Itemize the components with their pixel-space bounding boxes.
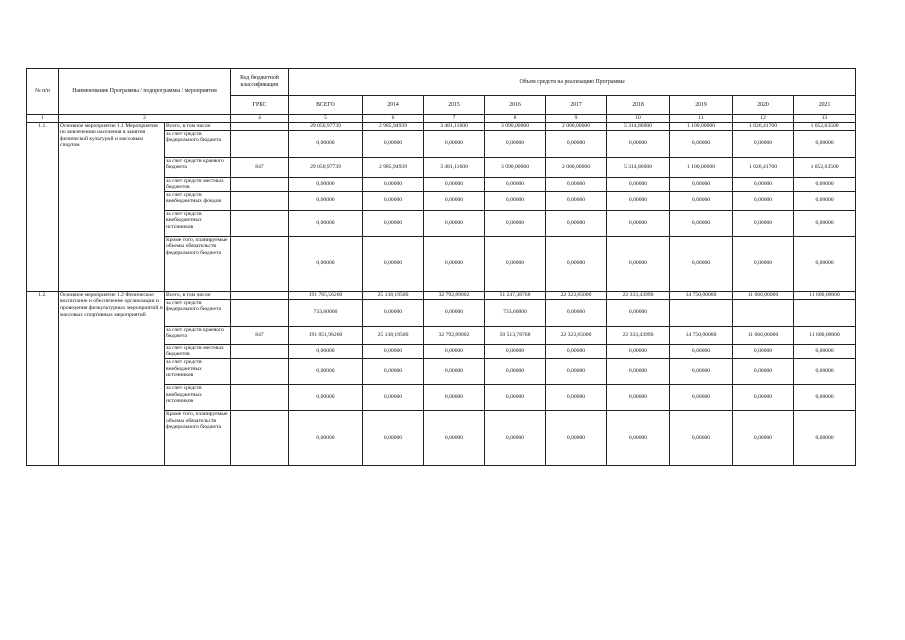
header-year-2020: 2020 — [733, 96, 794, 115]
amount-cell: 0,00000 — [733, 410, 794, 465]
header-row-1 — [27, 69, 856, 96]
amount-cell: 25 138,19500 — [363, 291, 424, 299]
amount-cell: 1 026,41700 — [733, 157, 794, 177]
amount-cell: 0,00000 — [670, 130, 733, 157]
header-num: № п/п — [27, 69, 59, 115]
amount-cell: 0,00000 — [363, 384, 424, 410]
amount-cell: 2 985,94939 — [363, 157, 424, 177]
amount-cell: 50 513,78768 — [485, 326, 546, 344]
amount-cell: 0,00000 — [794, 236, 856, 291]
col-number: 5 — [289, 115, 363, 123]
amount-cell: 0,00000 — [794, 177, 856, 191]
funding-source-label: за счет средств внебюджетных источников — [165, 358, 231, 384]
column-number-row — [27, 115, 856, 123]
amount-cell: 1 100,00000 — [670, 122, 733, 130]
amount-cell: 0,00000 — [794, 344, 856, 358]
amount-cell: 0,00000 — [485, 191, 546, 210]
funding-source-label: Всего, в том числе: — [165, 122, 231, 130]
grbs-code — [231, 210, 289, 236]
amount-cell: 0,00000 — [289, 358, 363, 384]
amount-cell: 0,00000 — [607, 210, 670, 236]
amount-cell: 5 314,86000 — [607, 122, 670, 130]
grbs-code — [231, 130, 289, 157]
amount-cell: 0,00000 — [670, 358, 733, 384]
amount-cell: 0,00000 — [289, 191, 363, 210]
header-code: Код бюджетной классификации — [231, 69, 289, 96]
amount-cell: 0,00000 — [363, 191, 424, 210]
header-year-2018: 2018 — [607, 96, 670, 115]
amount-cell: 22 323,65000 — [546, 326, 607, 344]
amount-cell: 11 600,00000 — [794, 326, 856, 344]
header-year-2015: 2015 — [424, 96, 485, 115]
col-number: 7 — [424, 115, 485, 123]
grbs-code — [231, 344, 289, 358]
amount-cell: 0,00000 — [363, 358, 424, 384]
funding-source-label: за счет средств федерального бюджета — [165, 130, 231, 157]
amount-cell: 733,60000 — [485, 299, 546, 326]
funding-source-label: Кроме того, планируемые объемы обязательств федерального бюджета — [165, 410, 231, 465]
amount-cell: 0,00000 — [607, 236, 670, 291]
amount-cell: 0,00000 — [289, 130, 363, 157]
amount-cell: 25 138,19500 — [363, 326, 424, 344]
amount-cell: 5 314,86000 — [607, 157, 670, 177]
amount-cell: 0,00000 — [733, 384, 794, 410]
amount-cell: 0,00000 — [794, 384, 856, 410]
amount-cell: 0,00000 — [363, 299, 424, 326]
amount-cell: 0,00000 — [424, 384, 485, 410]
amount-cell: 0,00000 — [363, 130, 424, 157]
amount-cell: 0,00000 — [546, 384, 607, 410]
amount-cell: 0,00000 — [363, 410, 424, 465]
amount-cell: 0,00000 — [546, 236, 607, 291]
amount-cell: 0,00000 — [485, 344, 546, 358]
amount-cell: 0,00000 — [485, 384, 546, 410]
funding-source-label: Всего, в том числе: — [165, 291, 231, 299]
amount-cell: 3 481,11600 — [424, 157, 485, 177]
header-year-2014: 2014 — [363, 96, 424, 115]
amount-cell: 22 333,43990 — [607, 291, 670, 299]
amount-cell: 0,00000 — [607, 177, 670, 191]
amount-cell: 0,00000 — [794, 410, 856, 465]
amount-cell — [794, 299, 856, 326]
col-number: 1 — [27, 115, 59, 123]
amount-cell: 51 247,38768 — [485, 291, 546, 299]
amount-cell: 0,00000 — [363, 210, 424, 236]
funding-source-label: за счет средств внебюджетных источников — [165, 384, 231, 410]
total-row — [27, 291, 856, 299]
section-number: 1.1. — [27, 122, 59, 291]
amount-cell: 0,00000 — [794, 210, 856, 236]
funding-source-label: за счет средств внебюджетных фондов — [165, 191, 231, 210]
amount-cell: 29 050,97739 — [289, 122, 363, 130]
section-name: Основное мероприятие 1.2 Физическое воспитание и обеспечение организации и проведения физкультурных мероприятий и массовых спортивных мероприятий — [59, 291, 165, 465]
grbs-code: 847 — [231, 157, 289, 177]
amount-cell — [733, 299, 794, 326]
amount-cell: 0,00000 — [733, 130, 794, 157]
amount-cell: 0,00000 — [733, 210, 794, 236]
amount-cell: 0,00000 — [546, 344, 607, 358]
amount-cell: 2 000,00000 — [546, 157, 607, 177]
amount-cell: 32 792,89002 — [424, 291, 485, 299]
budget-table — [26, 68, 856, 466]
col-number: 2 — [59, 115, 231, 123]
amount-cell: 0,00000 — [363, 344, 424, 358]
amount-cell: 0,00000 — [794, 358, 856, 384]
header-year-all: ВСЕГО — [289, 96, 363, 115]
amount-cell: 0,00000 — [424, 210, 485, 236]
amount-cell: 0,00000 — [733, 344, 794, 358]
grbs-code — [231, 236, 289, 291]
amount-cell: 0,00000 — [424, 410, 485, 465]
col-number: 9 — [546, 115, 607, 123]
funding-source-label: за счет средств местных бюджетов — [165, 177, 231, 191]
funding-source-label: за счет средств местных бюджетов — [165, 344, 231, 358]
section-name: Основное мероприятие 1.1 Мероприятия по вовлечению населения в занятия физической культурой и массовым спортом — [59, 122, 165, 291]
amount-cell — [670, 299, 733, 326]
grbs-code — [231, 384, 289, 410]
amount-cell: 1 052,63500 — [794, 122, 856, 130]
amount-cell: 3 481,11600 — [424, 122, 485, 130]
amount-cell: 0,00000 — [485, 130, 546, 157]
amount-cell: 0,00000 — [424, 358, 485, 384]
amount-cell: 0,00000 — [289, 344, 363, 358]
amount-cell: 0,00000 — [607, 130, 670, 157]
amount-cell: 0,00000 — [424, 344, 485, 358]
grbs-code: 847 — [231, 326, 289, 344]
funding-source-label: за счет средств краевого бюджета — [165, 157, 231, 177]
amount-cell: 0,00000 — [363, 177, 424, 191]
header-name: Наименование Программы / подпрограммы / мероприятия — [59, 69, 231, 115]
amount-cell: 0,00000 — [424, 299, 485, 326]
grbs-code — [231, 358, 289, 384]
total-row — [27, 122, 856, 130]
header-year-2016: 2016 — [485, 96, 546, 115]
amount-cell: 0,00000 — [485, 236, 546, 291]
amount-cell: 1 026,41700 — [733, 122, 794, 130]
amount-cell: 0,00000 — [670, 236, 733, 291]
header-year-2019: 2019 — [670, 96, 733, 115]
grbs-code — [231, 122, 289, 130]
amount-cell: 11 600,00000 — [733, 291, 794, 299]
amount-cell: 14 750,00000 — [670, 291, 733, 299]
funding-source-label: Кроме того, планируемые объемы обязательств федерального бюджета — [165, 236, 231, 291]
col-number: 8 — [485, 115, 546, 123]
amount-cell: 0,00000 — [546, 191, 607, 210]
amount-cell: 191 785,56260 — [289, 291, 363, 299]
amount-cell: 191 051,96260 — [289, 326, 363, 344]
amount-cell: 0,00000 — [670, 384, 733, 410]
amount-cell: 0,00000 — [794, 191, 856, 210]
amount-cell: 0,00000 — [546, 130, 607, 157]
col-number: 6 — [363, 115, 424, 123]
amount-cell: 11 600,00000 — [794, 291, 856, 299]
col-number: 13 — [794, 115, 856, 123]
amount-cell: 0,00000 — [289, 177, 363, 191]
amount-cell: 0,00000 — [733, 236, 794, 291]
amount-cell: 0,00000 — [607, 299, 670, 326]
amount-cell: 0,00000 — [485, 210, 546, 236]
grbs-code — [231, 299, 289, 326]
section-number: 1.2. — [27, 291, 59, 465]
amount-cell: 0,00000 — [607, 344, 670, 358]
amount-cell: 2 985,94939 — [363, 122, 424, 130]
amount-cell: 11 600,00000 — [733, 326, 794, 344]
amount-cell: 0,00000 — [670, 344, 733, 358]
amount-cell: 14 750,00000 — [670, 326, 733, 344]
amount-cell: 0,00000 — [363, 236, 424, 291]
amount-cell: 0,00000 — [546, 177, 607, 191]
amount-cell: 0,00000 — [546, 358, 607, 384]
budget-table-sheet — [26, 68, 855, 466]
header-grbs: ГРБС — [231, 96, 289, 115]
amount-cell: 0,00000 — [607, 410, 670, 465]
amount-cell: 1 052,63500 — [794, 157, 856, 177]
amount-cell: 0,00000 — [485, 410, 546, 465]
amount-cell: 0,00000 — [546, 299, 607, 326]
amount-cell: 0,00000 — [289, 384, 363, 410]
col-number: 11 — [670, 115, 733, 123]
header-volume: Объем средств на реализацию Программы — [289, 69, 856, 96]
funding-source-label: за счет средств федерального бюджета — [165, 299, 231, 326]
amount-cell: 0,00000 — [485, 177, 546, 191]
amount-cell: 0,00000 — [670, 177, 733, 191]
header-year-2017: 2017 — [546, 96, 607, 115]
amount-cell: 0,00000 — [289, 236, 363, 291]
col-number: 4 — [231, 115, 289, 123]
amount-cell: 0,00000 — [546, 210, 607, 236]
amount-cell: 0,00000 — [485, 358, 546, 384]
amount-cell: 0,00000 — [607, 191, 670, 210]
amount-cell: 0,00000 — [733, 191, 794, 210]
funding-source-label: за счет средств внебюджетных источников — [165, 210, 231, 236]
amount-cell: 0,00000 — [670, 410, 733, 465]
funding-source-label: за счет средств краевого бюджета — [165, 326, 231, 344]
amount-cell: 32 792,89002 — [424, 326, 485, 344]
amount-cell: 0,00000 — [607, 384, 670, 410]
amount-cell: 2 000,00000 — [546, 122, 607, 130]
amount-cell: 3 090,00000 — [485, 122, 546, 130]
amount-cell: 0,00000 — [733, 358, 794, 384]
col-number: 10 — [607, 115, 670, 123]
amount-cell: 0,00000 — [424, 177, 485, 191]
amount-cell: 0,00000 — [670, 191, 733, 210]
grbs-code — [231, 291, 289, 299]
grbs-code — [231, 177, 289, 191]
grbs-code — [231, 191, 289, 210]
amount-cell: 0,00000 — [289, 210, 363, 236]
amount-cell: 3 090,00000 — [485, 157, 546, 177]
amount-cell: 733,60000 — [289, 299, 363, 326]
header-year-2021: 2021 — [794, 96, 856, 115]
amount-cell: 0,00000 — [546, 410, 607, 465]
amount-cell: 0,00000 — [289, 410, 363, 465]
amount-cell: 22 333,43990 — [607, 326, 670, 344]
amount-cell: 0,00000 — [794, 130, 856, 157]
amount-cell: 0,00000 — [733, 177, 794, 191]
amount-cell: 1 100,00000 — [670, 157, 733, 177]
grbs-code — [231, 410, 289, 465]
amount-cell: 0,00000 — [424, 191, 485, 210]
col-number: 12 — [733, 115, 794, 123]
amount-cell: 29 050,97739 — [289, 157, 363, 177]
amount-cell: 0,00000 — [424, 130, 485, 157]
amount-cell: 0,00000 — [607, 358, 670, 384]
amount-cell: 22 323,65000 — [546, 291, 607, 299]
amount-cell: 0,00000 — [424, 236, 485, 291]
amount-cell: 0,00000 — [670, 210, 733, 236]
